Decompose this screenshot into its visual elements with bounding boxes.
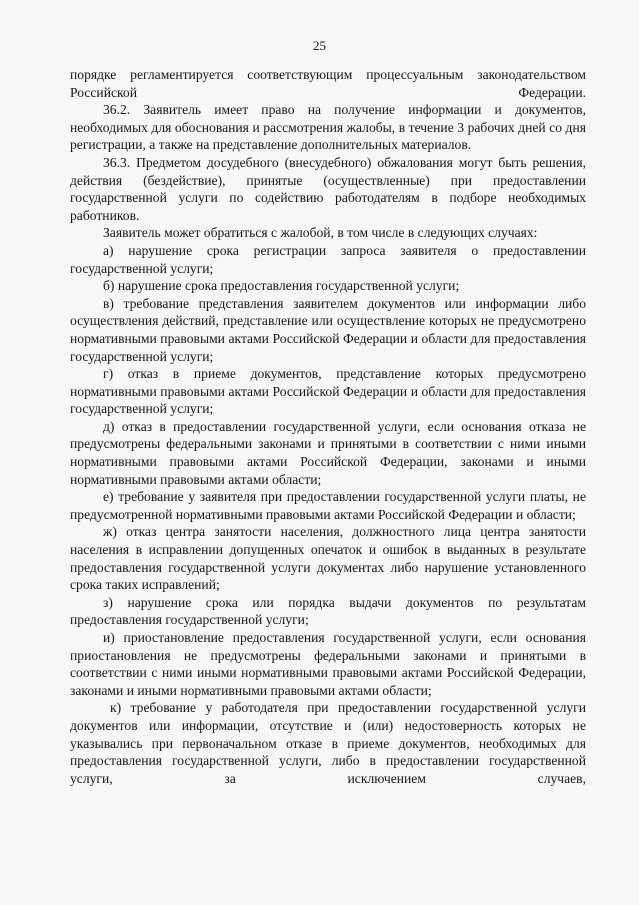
- list-item-k: к) требование у работодателя при предоставлении государственной услуги документов или информации, отсутствие и (или) недостоверность которых не указывались при первоначальном отказе в приеме документов, необходимых для предоставления государственной услуги, либо в предоставлении государственной услуги, за исключением случаев,: [70, 700, 586, 786]
- paragraph-continuation: порядке регламентируется соответствующим процессуальным законодательством Российской Федерации.: [70, 67, 586, 100]
- list-item-e: е) требование у заявителя при предоставлении государственной услуги платы, не предусмотренной нормативными правовыми актами Российской Федерации и области;: [70, 489, 586, 522]
- document-body: [70, 66, 586, 787]
- paragraph-cases-intro: Заявитель может обратиться с жалобой, в том числе в следующих случаях:: [103, 225, 538, 241]
- list-item-v: в) требование представления заявителем документов или информации либо осуществления действий, представление или осуществление которых не предусмотрено нормативными правовыми актами Российской Федерации и области для предоставления государственной услуги;: [70, 295, 586, 364]
- paragraph-36-2: 36.2. Заявитель имеет право на получение информации и документов, необходимых для обоснования и рассмотрения жалобы, в течение 3 рабочих дней со дня регистрации, а также на представление дополнительных материалов.: [70, 102, 586, 153]
- list-item-g: г) отказ в приеме документов, представление которых предусмотрено нормативными правовыми актами Российской Федерации и области для предоставления государственной услуги;: [70, 366, 586, 417]
- list-item-b: б) нарушение срока предоставления государственной услуги;: [103, 278, 460, 294]
- list-item-z: з) нарушение срока или порядка выдачи документов по результатам предоставления государственной услуги;: [70, 594, 586, 628]
- list-item-zh: ж) отказ центра занятости населения, должностного лица центра занятости населения в исправлении допущенных опечаток и ошибок в выданных в результате предоставления государственной услуги документах либо нарушение установленного срока таких исправлений;: [70, 524, 586, 593]
- page-number: 25: [313, 38, 326, 53]
- list-item-a: а) нарушение срока регистрации запроса заявителя о предоставлении государственной услуги;: [70, 242, 586, 276]
- list-item-d: д) отказ в предоставлении государственной услуги, если основания отказа не предусмотрены федеральными законами и принятыми в соответствии с ними иными нормативными правовыми актами Российской Федерации, законами и иными нормативными правовыми актами области;: [70, 418, 586, 487]
- list-item-i: и) приостановление предоставления государственной услуги, если основания приостановления не предусмотрены федеральными законами и принятыми в соответствии с ними иными нормативными правовыми актами Российской Федерации, законами и иными нормативными правовыми актами области;: [70, 630, 586, 698]
- paragraph-36-3: 36.3. Предметом досудебного (внесудебного) обжалования могут быть решения, действия (бездействие), принятые (осуществленные) при предоставлении государственной услуги по содействию работодателям в подборе необходимых работников.: [70, 154, 586, 223]
